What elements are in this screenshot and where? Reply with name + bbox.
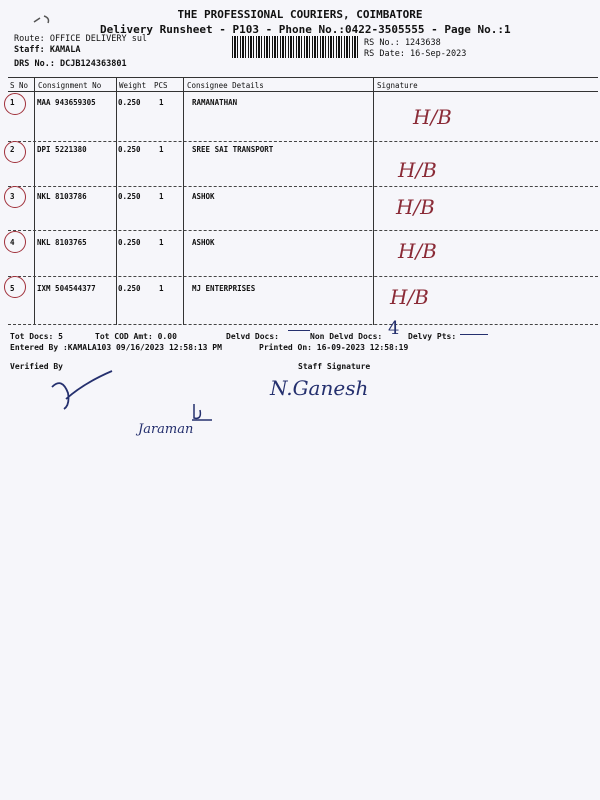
cell-consignment: IXM 504544377 <box>37 284 96 293</box>
signature-hb: H/B <box>396 195 435 219</box>
verifier-initial-mark <box>40 365 140 415</box>
col-header-consignment: Consignment No <box>38 81 102 90</box>
cell-weight: 0.250 <box>118 98 141 107</box>
cell-consignee: RAMANATHAN <box>192 98 238 107</box>
col-header-pcs: PCS <box>154 81 168 90</box>
col-header-consignee: Consignee Details <box>187 81 264 90</box>
non-delivered-docs-handwritten: 4 <box>388 318 400 339</box>
signature-hb: H/B <box>398 158 437 182</box>
entered-by: Entered By :KAMALA103 09/16/2023 12:58:13 PM <box>10 343 222 352</box>
row-marker-circle <box>4 186 26 208</box>
barcode <box>232 36 358 58</box>
table-header-border <box>8 91 598 92</box>
printed-on: Printed On: 16-09-2023 12:58:19 <box>259 343 409 352</box>
col-header-sno: S No <box>10 81 29 90</box>
total-cod-amount: Tot COD Amt: 0.00 <box>95 332 177 341</box>
row-marker-circle <box>4 141 26 163</box>
staff-label: Staff: KAMALA <box>14 45 81 55</box>
cell-pcs: 1 <box>159 238 164 247</box>
cell-sno: 2 <box>10 145 15 154</box>
delivery-points-label: Delvy Pts: <box>408 332 457 341</box>
staff-signature-scrawl: N.Ganesh <box>270 376 369 400</box>
cell-consignee: MJ ENTERPRISES <box>192 284 256 293</box>
cell-weight: 0.250 <box>118 192 141 201</box>
verified-by-label: Verified By <box>10 362 63 371</box>
cell-weight: 0.250 <box>118 145 141 154</box>
signature-hb: H/B <box>390 285 429 309</box>
cell-consignment: MAA 943659305 <box>37 98 96 107</box>
verifier-signature-scrawl: Jaraman <box>138 422 194 437</box>
cell-weight: 0.250 <box>118 238 141 247</box>
cell-pcs: 1 <box>159 98 164 107</box>
company-title: THE PROFESSIONAL COURIERS, COIMBATORE <box>177 8 423 21</box>
row-marker-circle <box>4 231 26 253</box>
signature-hb: H/B <box>413 105 452 129</box>
runsheet-subtitle: Delivery Runsheet - P103 - Phone No.:0422-3505555 - Page No.:1 <box>100 23 511 36</box>
table-bottom-border <box>8 324 598 325</box>
runsheet-table <box>8 77 598 327</box>
cell-sno: 4 <box>10 238 15 247</box>
col-divider <box>373 77 374 325</box>
col-divider <box>116 77 117 325</box>
rs-date: RS Date: 16-Sep-2023 <box>364 49 467 59</box>
route-label: Route: OFFICE DELIVERY sul <box>14 34 148 44</box>
cell-sno: 5 <box>10 284 15 293</box>
row-divider <box>8 230 598 231</box>
cell-consignee: SREE SAI TRANSPORT <box>192 145 274 154</box>
non-delivered-docs-label: Non Delvd Docs: <box>310 332 383 341</box>
cell-sno: 1 <box>10 98 15 107</box>
drs-number: DRS No.: DCJB124363801 <box>14 59 127 69</box>
row-divider <box>8 186 598 187</box>
col-divider <box>34 77 35 325</box>
row-marker-circle <box>4 276 26 298</box>
col-header-signature: Signature <box>377 81 418 90</box>
staff-signature-label: Staff Signature <box>298 362 371 371</box>
delivered-docs-stroke <box>288 330 310 331</box>
cell-sno: 3 <box>10 192 15 201</box>
delivery-points-stroke <box>460 334 488 335</box>
cell-consignee: ASHOK <box>192 192 215 201</box>
cell-pcs: 1 <box>159 145 164 154</box>
cell-pcs: 1 <box>159 192 164 201</box>
row-divider <box>8 276 598 277</box>
cell-consignment: NKL 8103765 <box>37 238 87 247</box>
cell-weight: 0.250 <box>118 284 141 293</box>
table-top-border <box>8 77 598 78</box>
cell-consignment: DPI 5221380 <box>37 145 87 154</box>
rs-number: RS No.: 1243638 <box>364 38 441 48</box>
cell-consignee: ASHOK <box>192 238 215 247</box>
col-divider <box>183 77 184 325</box>
signature-hb: H/B <box>398 239 437 263</box>
col-header-weight: Weight <box>119 81 147 90</box>
cell-consignment: NKL 8103786 <box>37 192 87 201</box>
row-divider <box>8 141 598 142</box>
corner-mark-icon <box>32 14 54 26</box>
row-marker-circle <box>4 93 26 115</box>
total-docs: Tot Docs: 5 <box>10 332 63 341</box>
cell-pcs: 1 <box>159 284 164 293</box>
delivered-docs-label: Delvd Docs: <box>226 332 279 341</box>
